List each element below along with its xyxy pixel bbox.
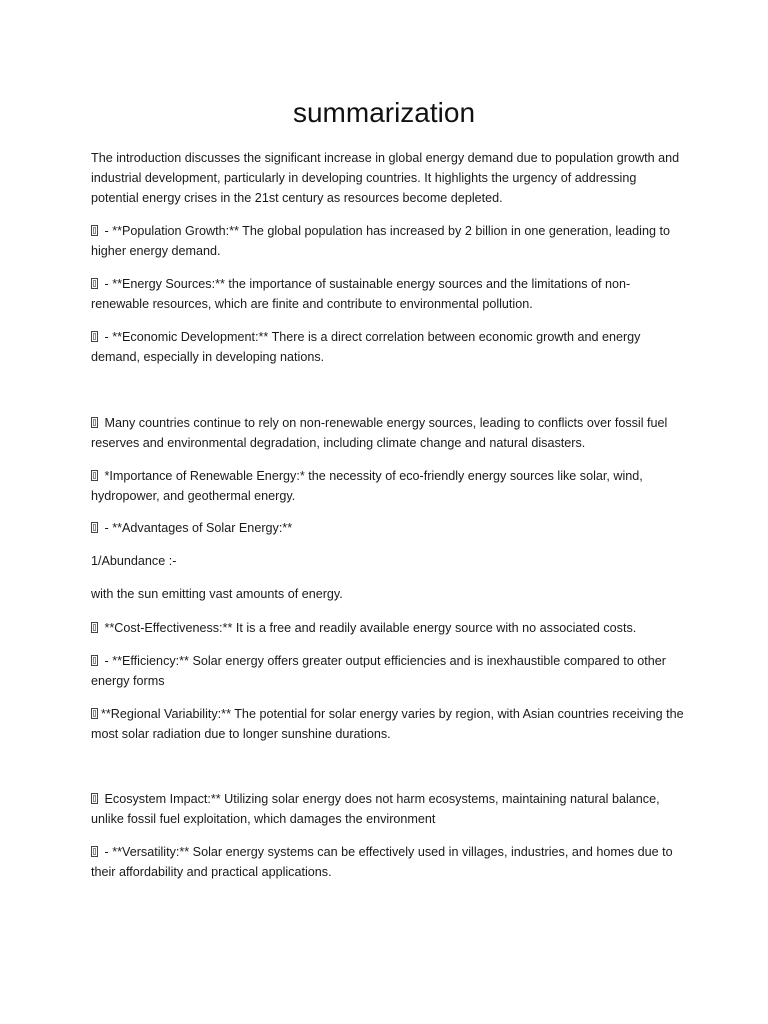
paragraph-text: 1/Abundance :- <box>91 554 177 568</box>
paragraph-text: with the sun emitting vast amounts of energy. <box>91 587 343 601</box>
paragraph-text: - **Versatility:** Solar energy systems can be effectively used in villages, industries, and homes due to their affordability and practical applications. <box>91 845 673 879</box>
paragraph-text: **Regional Variability:** The potential for solar energy varies by region, with Asian countries receiving the most solar radiation due to longer sunshine durations. <box>91 707 684 741</box>
missing-glyph-icon <box>91 417 98 428</box>
paragraph-text: *Importance of Renewable Energy:* the necessity of eco-friendly energy sources like solar, wind, hydropower, and geothermal energy. <box>91 469 643 503</box>
paragraph-versatility <box>91 842 685 882</box>
paragraph-ecosystem-impact <box>91 789 685 829</box>
paragraph-text: - **Energy Sources:** the importance of sustainable energy sources and the limitations of non-renewable resources, which are finite and contribute to environmental pollution. <box>91 277 631 311</box>
missing-glyph-icon <box>91 622 98 633</box>
paragraph-text: Many countries continue to rely on non-renewable energy sources, leading to conflicts over fossil fuel reserves and environmental degradation, including climate change and natural disasters. <box>91 416 668 450</box>
missing-glyph-icon <box>91 470 98 481</box>
missing-glyph-icon <box>91 655 98 666</box>
missing-glyph-icon <box>91 522 98 533</box>
paragraph-solar-advantages <box>91 518 685 538</box>
missing-glyph-icon <box>91 331 98 342</box>
paragraph-abundance-heading <box>91 551 685 571</box>
paragraph-population-growth <box>91 221 685 261</box>
paragraph-cost-effectiveness <box>91 618 685 638</box>
paragraph-abundance-detail <box>91 584 685 604</box>
paragraph-regional-variability <box>91 704 685 744</box>
paragraph-text: Ecosystem Impact:** Utilizing solar energy does not harm ecosystems, maintaining natural balance, unlike fossil fuel exploitation, which damages the environment <box>91 792 660 826</box>
missing-glyph-icon <box>91 278 98 289</box>
paragraph-text: The introduction discusses the significant increase in global energy demand due to population growth and industrial development, particularly in developing countries. It highlights the urgency of addressing potential energy crises in the 21st century as resources become depleted. <box>91 151 680 205</box>
paragraph-efficiency <box>91 651 685 691</box>
missing-glyph-icon <box>91 225 98 236</box>
paragraph-economic-development <box>91 327 685 367</box>
paragraph-non-renewable-reliance <box>91 413 685 453</box>
missing-glyph-icon <box>91 708 98 719</box>
paragraph-text: - **Advantages of Solar Energy:** <box>101 521 293 535</box>
paragraph-introduction <box>91 148 685 208</box>
paragraph-energy-sources <box>91 274 685 314</box>
paragraph-text: - **Economic Development:** There is a direct correlation between economic growth and energy demand, especially in developing nations. <box>91 330 641 364</box>
paragraph-text: **Cost-Effectiveness:** It is a free and readily available energy source with no associated costs. <box>101 621 637 635</box>
paragraph-text: - **Efficiency:** Solar energy offers greater output efficiencies and is inexhaustible compared to other energy forms <box>91 654 666 688</box>
missing-glyph-icon <box>91 846 98 857</box>
paragraph-text: - **Population Growth:** The global population has increased by 2 billion in one generation, leading to higher energy demand. <box>91 224 670 258</box>
page-title: summarization <box>292 97 476 128</box>
missing-glyph-icon <box>91 793 98 804</box>
paragraph-renewable-importance <box>91 466 685 506</box>
